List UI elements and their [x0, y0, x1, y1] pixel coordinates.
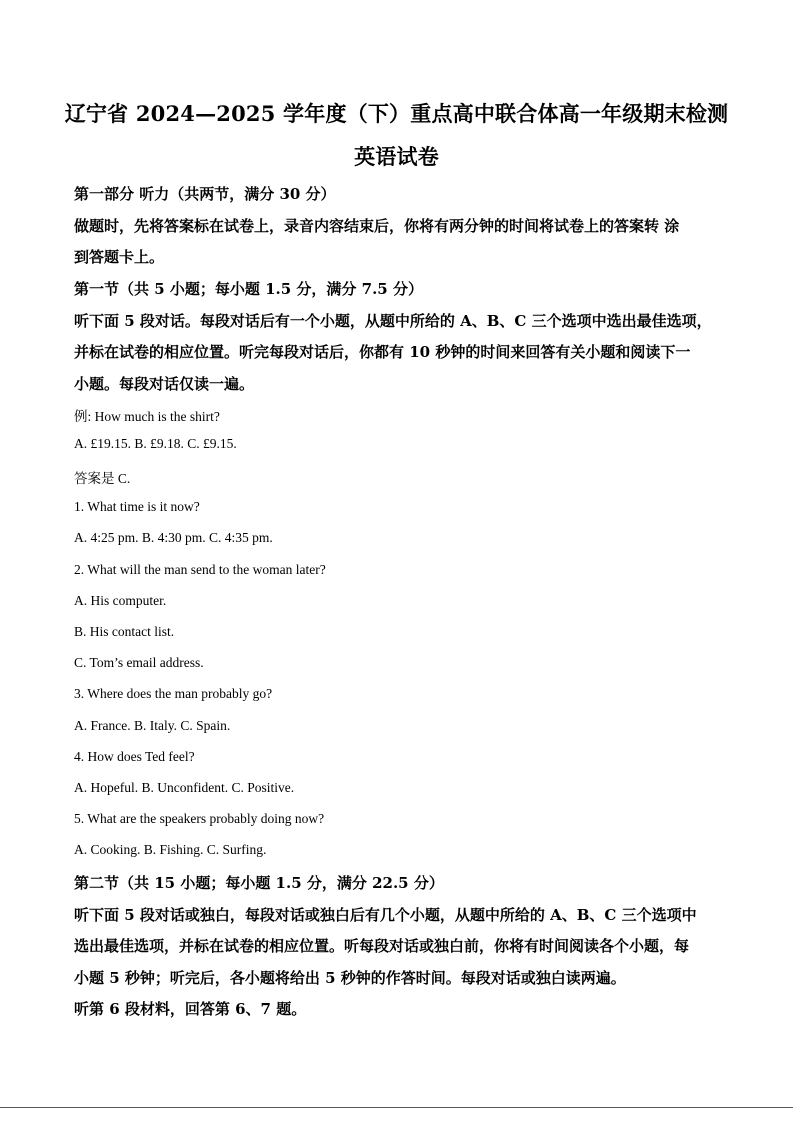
question-5-stem: 5. What are the speakers probably doing now?: [74, 811, 325, 826]
example-question: 例: How much is the shirt?: [74, 409, 220, 424]
question-2-option-b: B. His contact list.: [74, 624, 175, 639]
question-1-options: A. 4:25 pm. B. 4:30 pm. C. 4:35 pm.: [74, 530, 273, 545]
section1-direction-line2: 并标在试卷的相应位置。听完每段对话后，你都有 10 秒钟的时间来回答有关小题和阅读下一: [74, 343, 691, 361]
part1-instruction-line2: 到答题卡上。: [74, 248, 165, 266]
section2-direction-line1: 听下面 5 段对话或独白，每段对话或独白后有几个小题，从题中所给的 A、B、C 三个选项中: [74, 906, 697, 924]
question-5-options: A. Cooking. B. Fishing. C. Surfing.: [74, 842, 267, 857]
question-1-stem: 1. What time is it now?: [74, 499, 200, 514]
part1-instruction-line1: 做题时，先将答案标在试卷上，录音内容结束后，你将有两分钟的时间将试卷上的答案转 涂: [74, 217, 680, 235]
example-options: A. £19.15. B. £9.18. C. £9.15.: [74, 436, 237, 451]
page-bottom-divider: [0, 1107, 793, 1108]
example-answer: 答案是 C.: [74, 471, 131, 486]
exam-subtitle: 英语试卷: [354, 144, 439, 169]
section1-direction-line1: 听下面 5 段对话。每段对话后有一个小题，从题中所给的 A、B、C 三个选项中选出最佳选项，: [74, 312, 712, 330]
section1-heading: 第一节（共 5 小题；每小题 1.5 分，满分 7.5 分）: [74, 280, 423, 298]
question-2-option-c: C. Tom’s email address.: [74, 655, 204, 670]
question-2-stem: 2. What will the man send to the woman later?: [74, 562, 326, 577]
question-3-stem: 3. Where does the man probably go?: [74, 686, 273, 701]
exam-title: 辽宁省 2024—2025 学年度（下）重点高中联合体高一年级期末检测: [64, 101, 729, 126]
question-2-option-a: A. His computer.: [74, 593, 167, 608]
section2-heading: 第二节（共 15 小题；每小题 1.5 分，满分 22.5 分）: [74, 874, 444, 892]
section2-material-line: 听第 6 段材料，回答第 6、7 题。: [74, 1000, 307, 1018]
section2-direction-line2: 选出最佳选项，并标在试卷的相应位置。听每段对话或独白前，你将有时间阅读各个小题，每: [74, 937, 690, 955]
question-4-options: A. Hopeful. B. Unconfident. C. Positive.: [74, 780, 295, 795]
section1-direction-line3: 小题。每段对话仅读一遍。: [74, 375, 255, 393]
section2-direction-line3: 小题 5 秒钟；听完后，各小题将给出 5 秒钟的作答时间。每段对话或独白读两遍。: [74, 969, 626, 987]
question-3-options: A. France. B. Italy. C. Spain.: [74, 718, 231, 733]
part1-heading: 第一部分 听力（共两节，满分 30 分）: [74, 185, 336, 203]
question-4-stem: 4. How does Ted feel?: [74, 749, 195, 764]
